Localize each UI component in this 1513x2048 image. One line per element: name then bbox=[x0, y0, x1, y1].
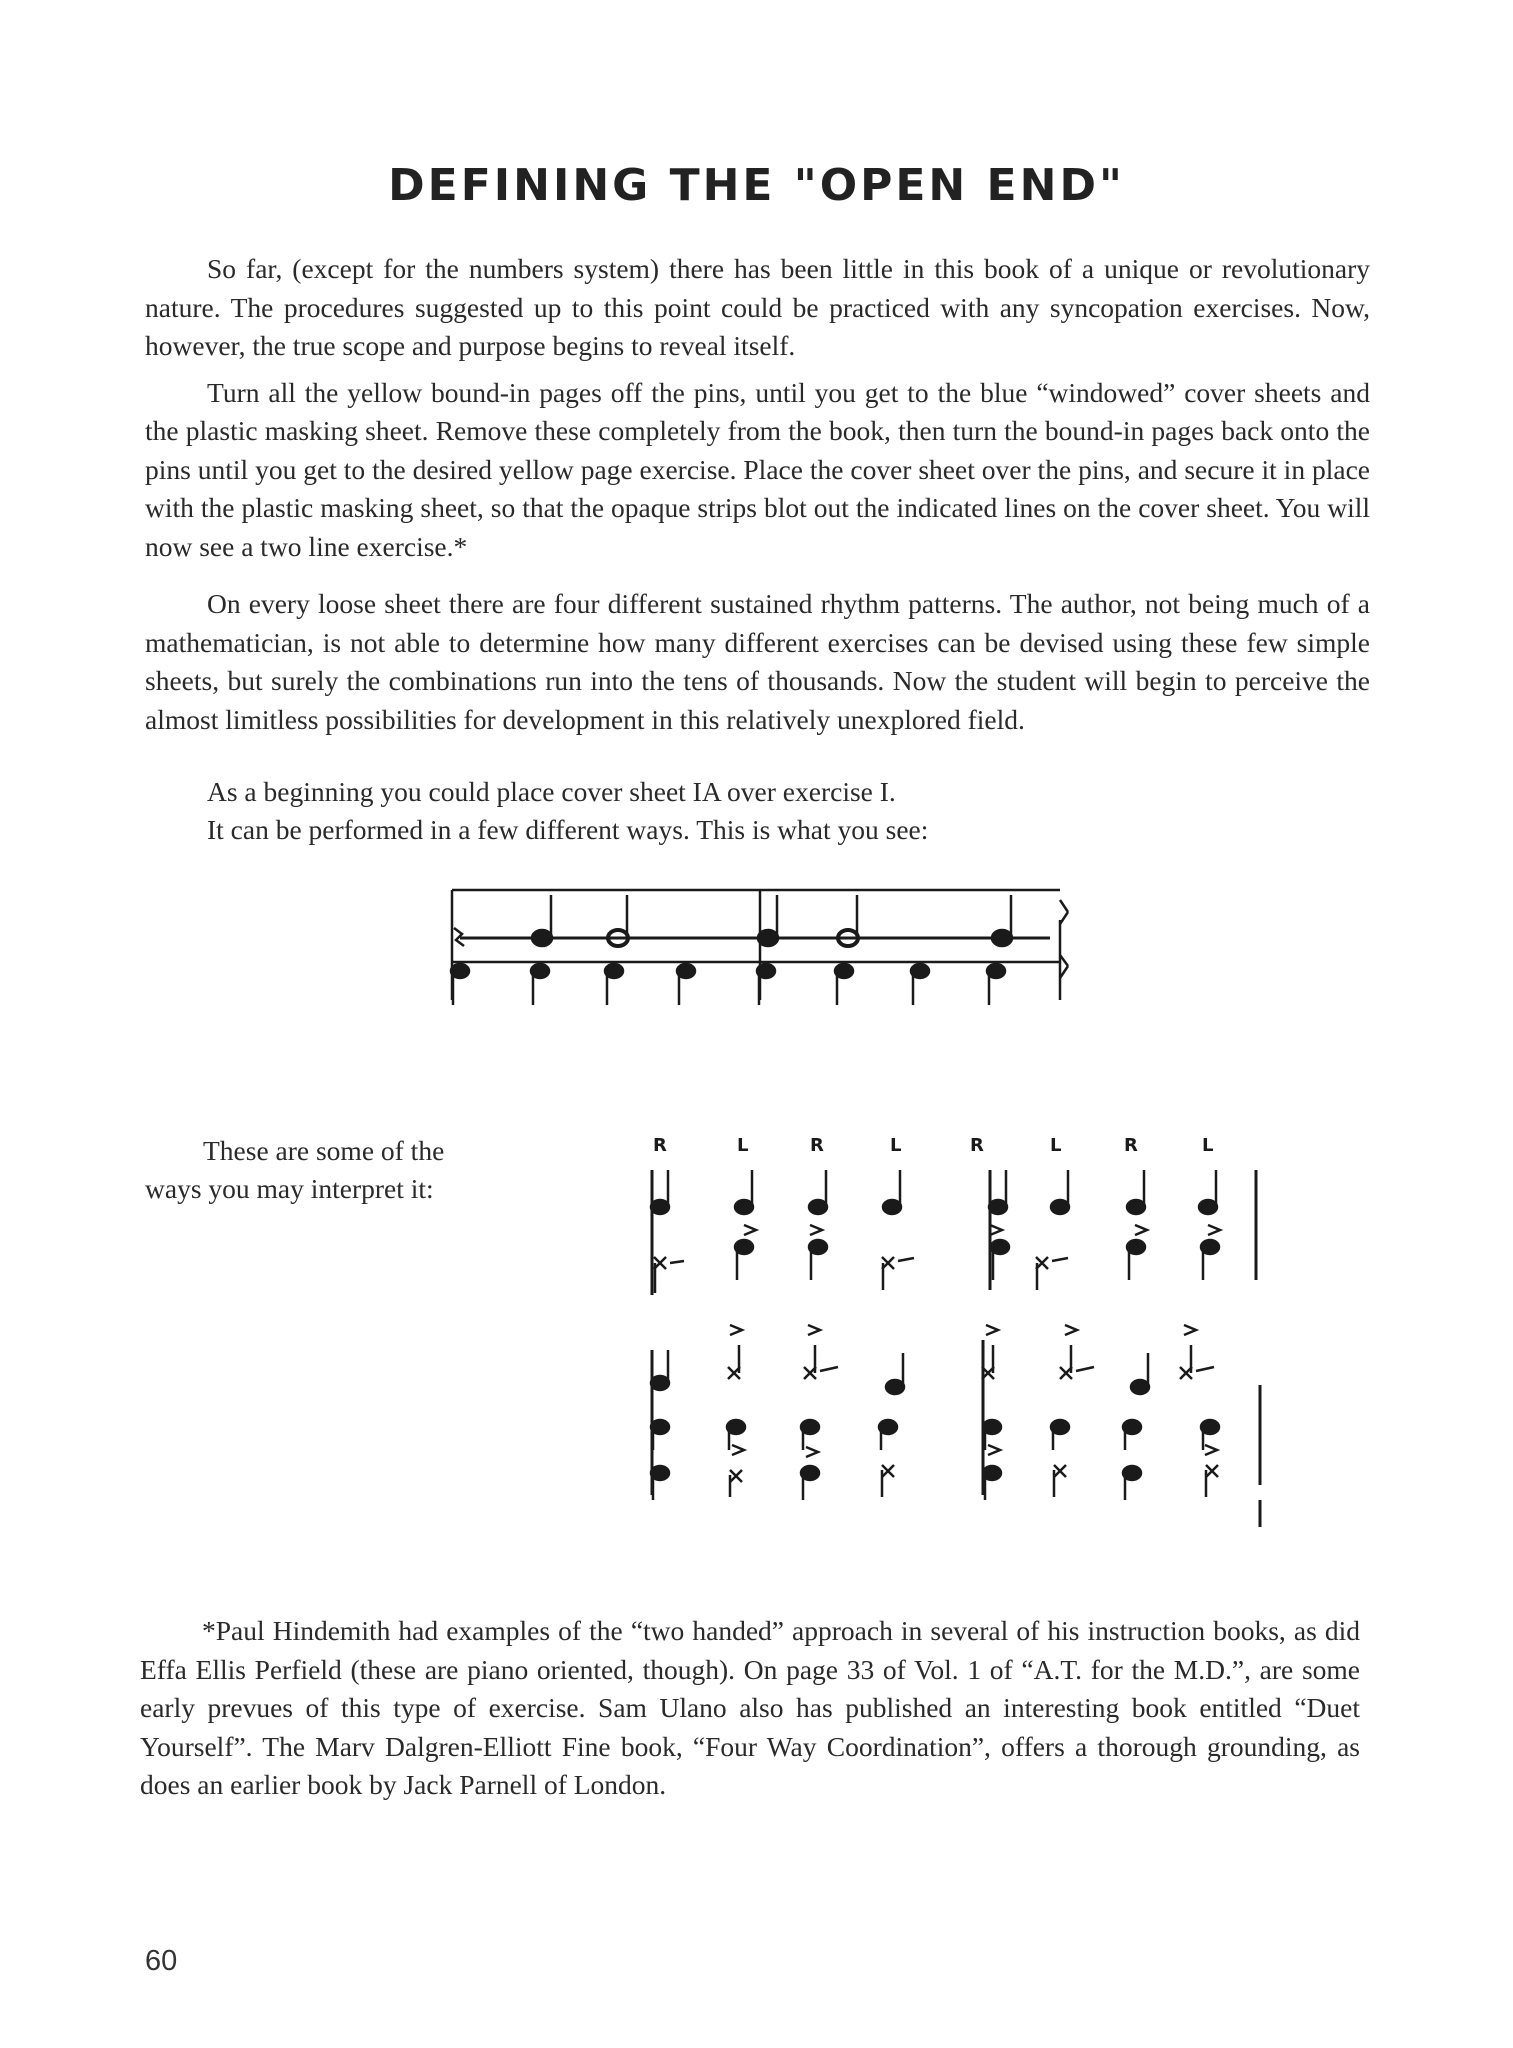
paragraph: It can be performed in a few different ways. This is what you see: bbox=[207, 814, 929, 845]
interpretation-notation bbox=[640, 1125, 1280, 1565]
sticking-label: L bbox=[1050, 1135, 1062, 1156]
paragraph: On every loose sheet there are four different sustained rhythm patterns. The author, not being much of a mathematician, is not able to determine how many different exercises can be devised using these few simple sheets, but surely the combinations run into the tens of thousands. Now the student will begin to perceive the almost limitless possibilities for development in this relatively unexplored field. bbox=[145, 588, 1370, 735]
page-title: DEFINING THE "OPEN END" bbox=[388, 160, 1125, 211]
sticking-label: R bbox=[810, 1135, 824, 1156]
sticking-label: R bbox=[970, 1135, 984, 1156]
intro-text bbox=[145, 250, 1370, 574]
paragraph: So far, (except for the numbers system) there has been little in this book of a unique or revolutionary nature. The procedures suggested up to this point could be practiced with any syncopation exercises. Now, however, the true scope and purpose begins to reveal itself. bbox=[145, 253, 1370, 361]
sticking-label: L bbox=[890, 1135, 902, 1156]
sticking-label: L bbox=[1202, 1135, 1214, 1156]
sticking-label: R bbox=[653, 1135, 667, 1156]
page-number: 60 bbox=[145, 1945, 178, 1977]
sticking-label: L bbox=[737, 1135, 749, 1156]
paragraph: Turn all the yellow bound-in pages off the pins, until you get to the blue “windowed” cover sheets and the plastic masking sheet. Remove these completely from the book, then turn the bound-in pages back onto the pins until you get to the desired yellow page exercise. Place the cover sheet over the pins, and secure it in place with the plastic masking sheet, so that the opaque strips blot out the indicated lines on the cover sheet. You will now see a two line exercise.* bbox=[145, 376, 1370, 562]
sticking-label: R bbox=[1124, 1135, 1138, 1156]
footnote: *Paul Hindemith had examples of the “two handed” approach in several of his instruction books, as did Effa Ellis Perfield (these are piano oriented, though). On page 33 of Vol. 1 of “A.T. for the M.D.”, are some early prevues of this type of exercise. Sam Ulano also has published an interesting book entitled “Duet Yourself”. The Marv Dalgren-Elliott Fine book, “Four Way Coordination”, offers a thorough grounding, as does an earlier book by Jack Parnell of London. bbox=[140, 1615, 1360, 1800]
loose-sheet-text bbox=[145, 585, 1370, 747]
interpretation-note bbox=[145, 1132, 485, 1208]
paragraph: As a beginning you could place cover sheet IA over exercise I. bbox=[207, 776, 896, 807]
note-line: These are some of the bbox=[203, 1135, 445, 1166]
note-line: ways you may interpret it: bbox=[145, 1173, 434, 1204]
exercise-notation bbox=[440, 880, 1100, 1020]
